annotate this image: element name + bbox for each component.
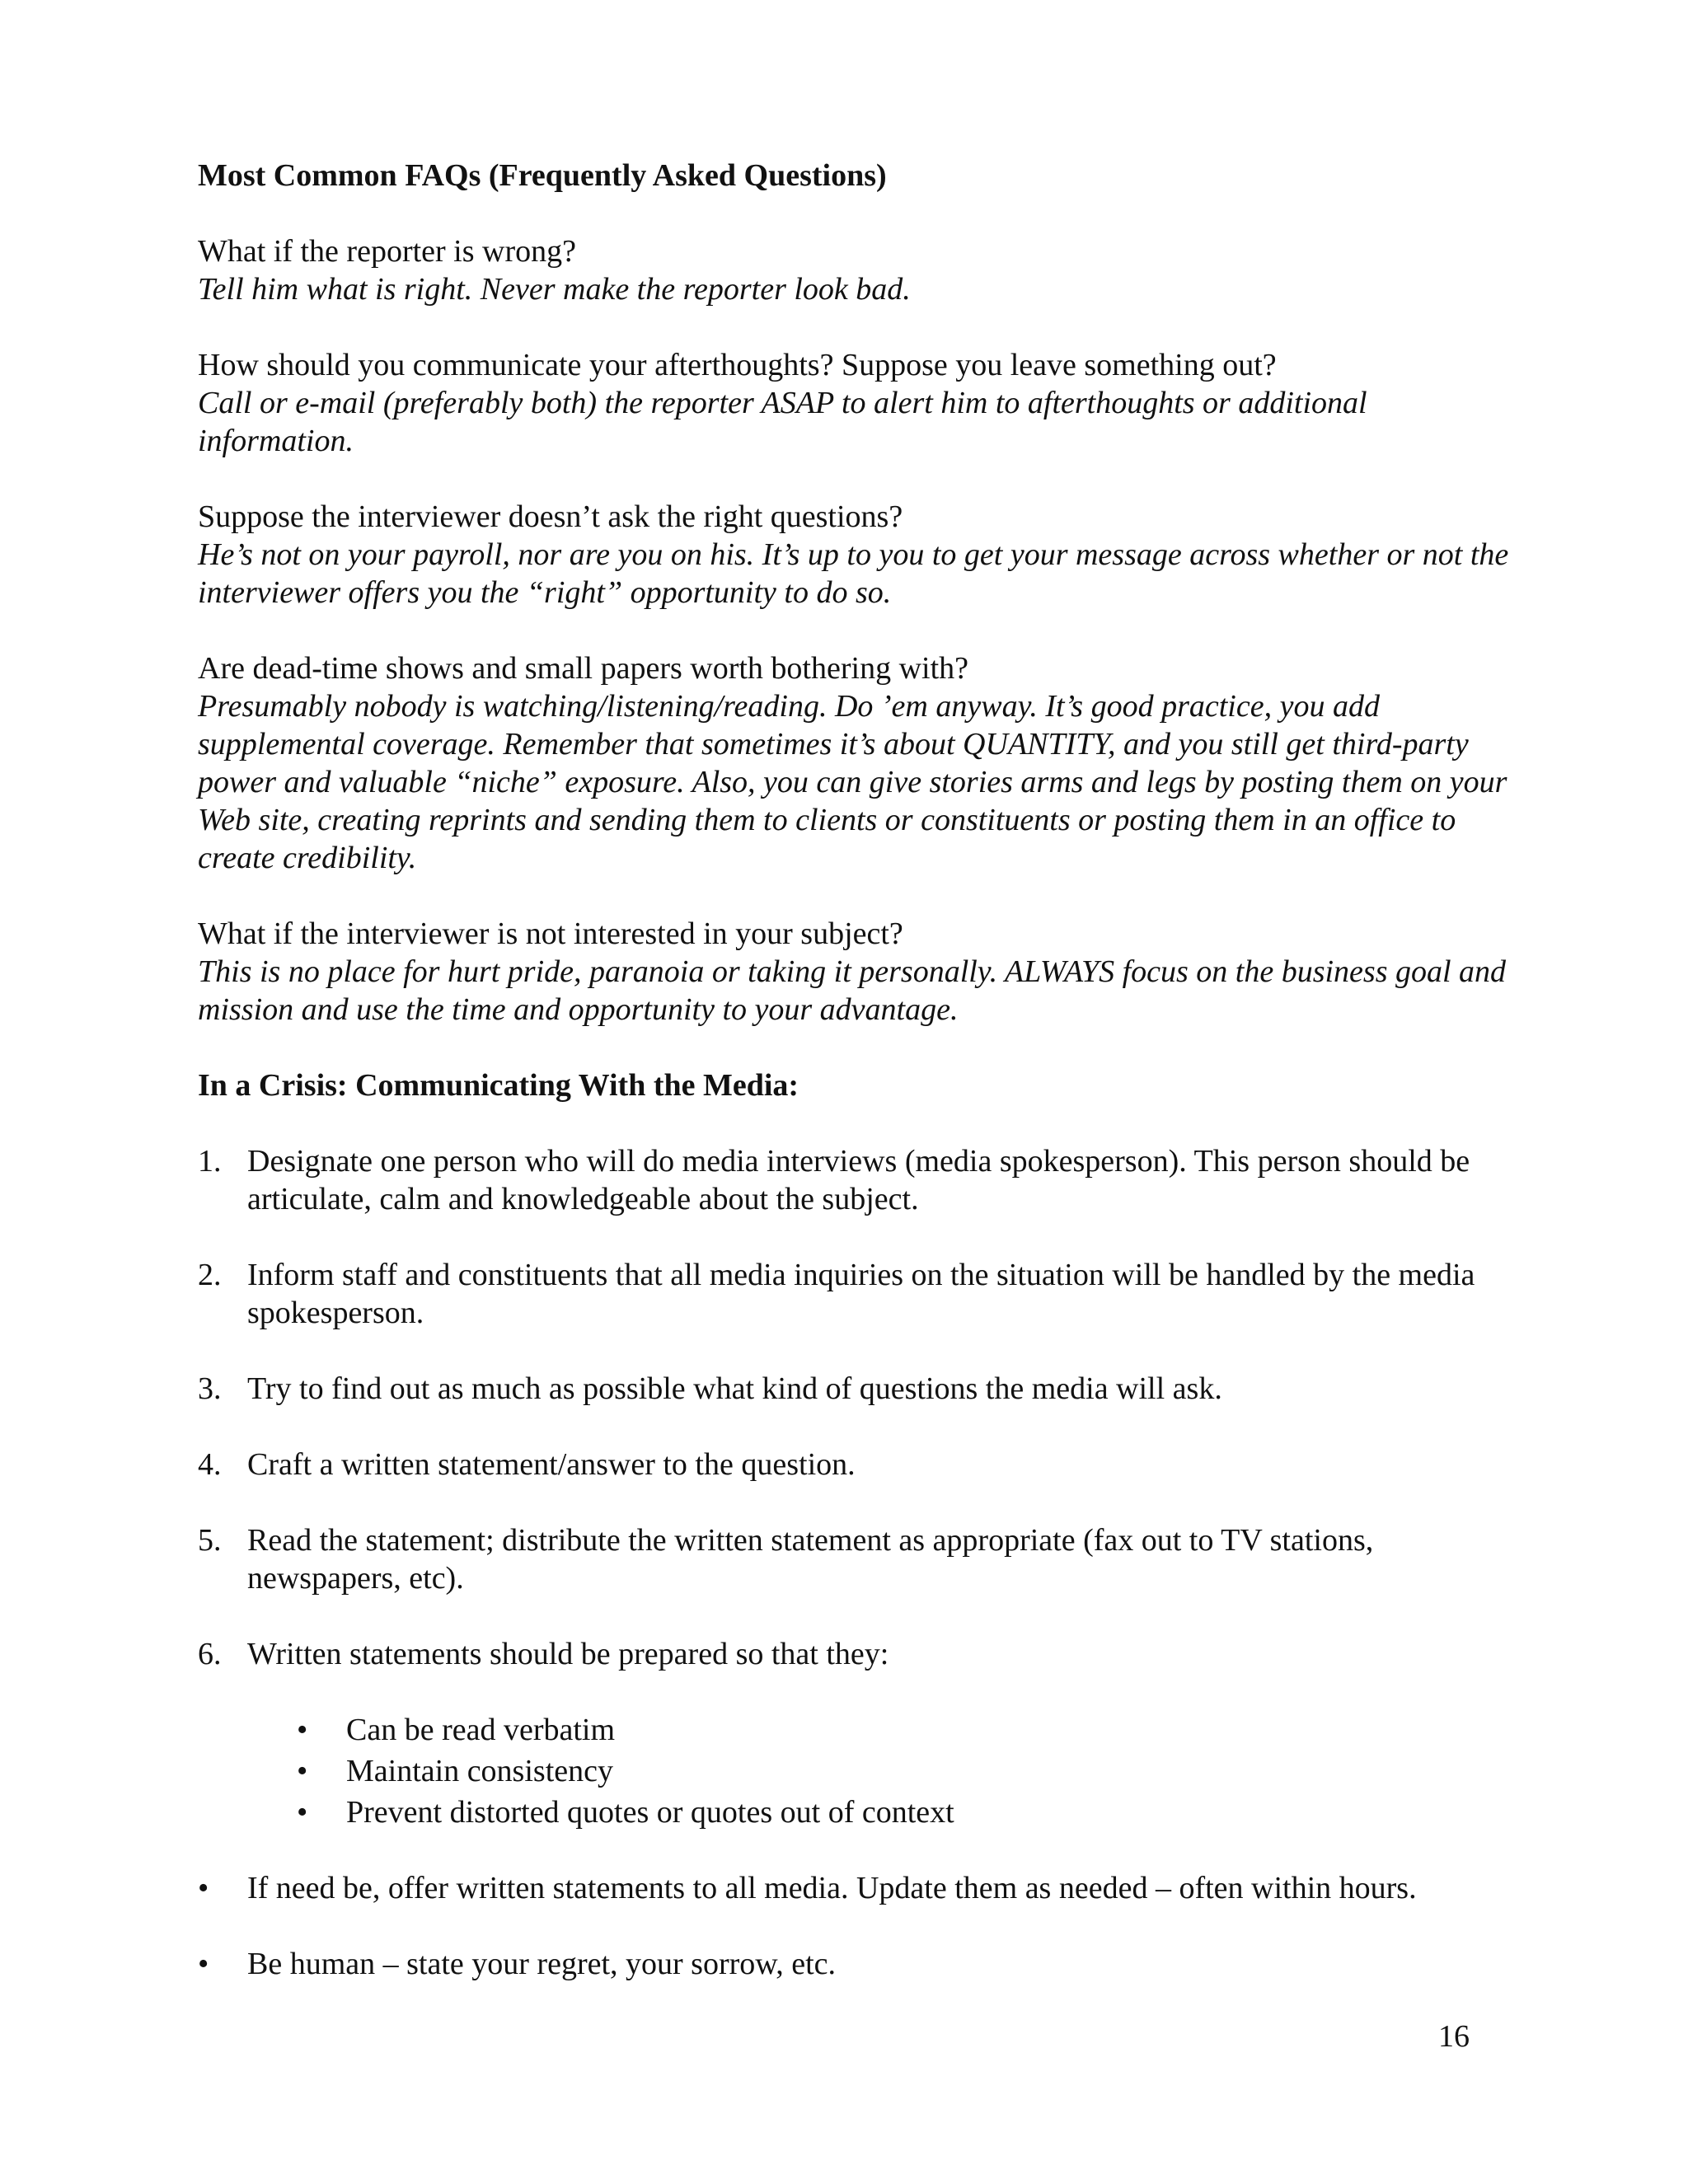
bullet-icon: • [198,1947,209,1981]
faq-item [198,346,1517,460]
crisis-step [198,1521,1517,1597]
faq-answer: Presumably nobody is watching/listening/reading. Do ’em anyway. It’s good practice, you add supplemental coverage. Remember that sometimes it’s about QUANTITY, and you still get third-party power and valuable “niche” exposure. Also, you can give stories arms and legs by posting them on your Web site, creating reprints and sending them to clients or constituents or posting them in an office to create credibility. [198,689,1507,875]
step-text: Written statements should be prepared so that they: [247,1637,889,1671]
faq-answer: Call or e-mail (preferably both) the reporter ASAP to alert him to afterthoughts or additional information. [198,386,1367,458]
crisis-step [198,1142,1517,1218]
faq-question: How should you communicate your afterthoughts? Suppose you leave something out? [198,348,1277,382]
bullet-item [198,1869,1517,1907]
sub-bullet-text: Maintain consistency [346,1754,613,1788]
faq-question: Suppose the interviewer doesn’t ask the right questions? [198,499,903,534]
step-number: 4. [198,1447,222,1482]
bullet-icon: • [297,1754,308,1788]
bullet-text: If need be, offer written statements to all media. Update them as needed – often within hours. [247,1871,1417,1905]
faq-answer: Tell him what is right. Never make the reporter look bad. [198,272,911,307]
crisis-step [198,1635,1517,1831]
crisis-heading: In a Crisis: Communicating With the Media: [198,1068,799,1103]
crisis-step [198,1256,1517,1332]
step-text: Read the statement; distribute the written statement as appropriate (fax out to TV stations, newspapers, etc). [247,1523,1374,1596]
faq-question: Are dead-time shows and small papers worth bothering with? [198,651,968,686]
crisis-step [198,1446,1517,1483]
crisis-steps-list [198,1142,1517,1831]
bullet-text: Be human – state your regret, your sorrow, etc. [247,1947,837,1981]
bullet-icon: • [297,1795,308,1830]
faq-question: What if the interviewer is not interested in your subject? [198,916,903,951]
crisis-bullet-list [198,1869,1517,1983]
bullet-item [198,1945,1517,1983]
sub-bullet-text: Prevent distorted quotes or quotes out of context [346,1795,954,1830]
faq-heading: Most Common FAQs (Frequently Asked Questions) [198,158,887,193]
bullet-icon: • [297,1713,308,1747]
sub-bullet-list [247,1711,1517,1831]
step-text: Try to find out as much as possible what kind of questions the media will ask. [247,1371,1222,1406]
faq-item [198,232,1517,308]
faq-item [198,498,1517,612]
step-text: Designate one person who will do media interviews (media spokesperson). This person should be articulate, calm and knowledgeable about the subject. [247,1144,1470,1216]
step-number: 6. [198,1637,222,1671]
step-number: 1. [198,1144,222,1179]
sub-bullet-item [247,1752,1517,1790]
sub-bullet-item [247,1793,1517,1831]
step-number: 2. [198,1258,222,1292]
step-number: 5. [198,1523,222,1558]
step-text: Inform staff and constituents that all media inquiries on the situation will be handled by the media spokesperson. [247,1258,1475,1330]
faq-answer: He’s not on your payroll, nor are you on his. It’s up to you to get your message across whether or not the interviewer offers you the “right” opportunity to do so. [198,537,1509,610]
crisis-step [198,1370,1517,1408]
document-page [198,157,1517,2021]
faq-answer: This is no place for hurt pride, paranoia or taking it personally. ALWAYS focus on the business goal and mission and use the time and opportunity to your advantage. [198,954,1507,1027]
page-number: 16 [1438,2019,1470,2054]
faq-question: What if the reporter is wrong? [198,234,576,269]
sub-bullet-item [247,1711,1517,1749]
bullet-icon: • [198,1871,209,1905]
step-number: 3. [198,1371,222,1406]
faq-item [198,649,1517,877]
faq-item [198,915,1517,1029]
sub-bullet-text: Can be read verbatim [346,1713,616,1747]
step-text: Craft a written statement/answer to the question. [247,1447,856,1482]
